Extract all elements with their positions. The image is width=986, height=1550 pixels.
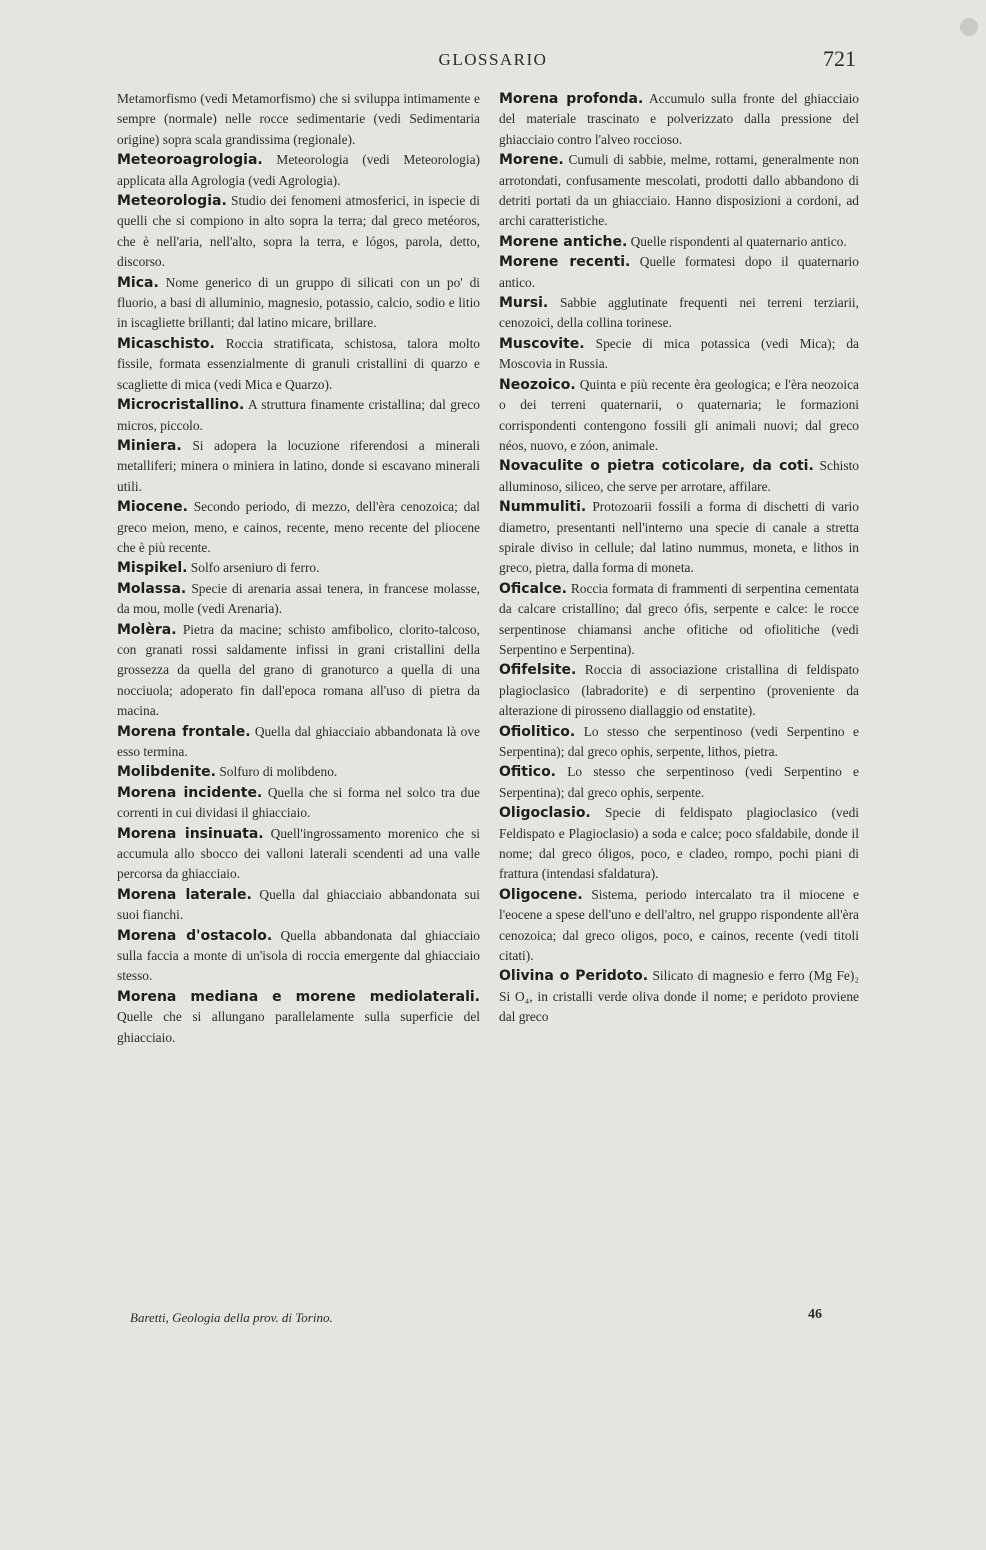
page-smudge [960, 18, 978, 36]
glossary-definition: Roccia stratificata, schistosa, talora molto fissile, formata essenzialmente di granuli cristallini di quarzo e scagliette di mica (vedi Mica e Quarzo). [117, 335, 480, 392]
glossary-entry [117, 783, 480, 824]
glossary-entry [117, 497, 480, 558]
glossary-term: Morene recenti. [499, 254, 631, 271]
glossary-term: Microcristallino. [117, 397, 245, 414]
glossary-entry [117, 558, 480, 578]
glossary-definition: Solfuro di molibdeno. [219, 764, 338, 780]
glossary-entry [117, 926, 480, 987]
glossary-entry [499, 232, 859, 252]
running-header: GLOSSARIO [438, 50, 548, 69]
page-number: 721 [823, 46, 856, 71]
glossary-term: Morena frontale. [117, 723, 251, 740]
glossary-entry [117, 89, 480, 150]
glossary-term: Oligocene. [499, 886, 583, 903]
glossary-term: Oficalce. [499, 580, 567, 597]
glossary-term: Olivina o Peridoto. [499, 968, 649, 985]
glossary-definition: Quella che si forma nel solco tra due correnti in cui dividasi il ghiacciaio. [117, 784, 480, 821]
glossary-definition: Meteorologia (vedi Meteorologia) applicata alla Agrologia (vedi Agrologia). [117, 152, 480, 188]
glossary-entry [117, 579, 480, 620]
glossary-definition: Silicato di magnesio e ferro (Mg Fe)₂ Si O₄, in cristalli verde oliva donde il nome; e peridoto proviene dal greco [499, 968, 859, 1025]
glossary-term: Miocene. [117, 499, 188, 516]
glossary-term: Morena laterale. [117, 886, 252, 903]
glossary-definition: Solfo arseniuro di ferro. [190, 560, 320, 576]
glossary-definition: Pietra da macine; schisto amfibolico, clorito-talcoso, con granati rossi saldamente infissi in grani cristallini della grossezza da quella del grano di granoturco a quella di una nocciuola; adoperato fin dall'epoca romana all'uso di pietra da macina. [117, 621, 480, 719]
glossary-entry [499, 252, 859, 293]
glossary-definition: Quella dal ghiacciaio abbandonata là ove esso termina. [117, 723, 480, 759]
glossary-entry [117, 885, 480, 926]
glossary-term: Meteoroagrologia. [117, 152, 263, 169]
signature-mark: 46 [808, 1307, 822, 1322]
glossary-definition: Quelle che si allungano parallelamente sulla superficie del ghiacciaio. [117, 1009, 480, 1045]
glossary-term: Nummuliti. [499, 499, 587, 516]
glossary-entry [499, 456, 859, 497]
glossary-entry [499, 293, 859, 334]
glossary-entry [117, 150, 480, 191]
glossary-definition: Quella dal ghiacciaio abbandonata sui suoi fianchi. [117, 886, 480, 923]
glossary-definition: Roccia formata di frammenti di serpentina cementata da calcare cristallino; dal greco ófis, serpente e calce: le rocce serpentinose chiamansi anche ofitiche od ofiolitiche (vedi Serpentino e Serpentina). [499, 580, 859, 657]
glossary-term: Micaschisto. [117, 335, 215, 352]
glossary-definition: Metamorfismo (vedi Metamorfismo) che si sviluppa intimamente e sempre (normale) nelle rocce sedimentarie (vedi Sedimentaria origine) sopra scala grandissima (regionale). [117, 91, 480, 147]
glossary-term: Oligoclasio. [499, 805, 591, 822]
glossary-term: Mica. [117, 274, 159, 291]
glossary-definition: Sabbie agglutinate frequenti nei terreni terziarii, cenozoici, della collina torinese. [499, 295, 859, 331]
glossary-term: Ofifelsite. [499, 662, 577, 679]
left-column [117, 89, 480, 1048]
glossary-term: Morena profonda. [499, 91, 644, 107]
glossary-entry [499, 803, 859, 885]
glossary-entry [499, 885, 859, 967]
glossary-definition: Schisto alluminoso, siliceo, che serve per arrotare, affilare. [499, 458, 859, 494]
glossary-entry [117, 762, 480, 782]
glossary-term: Ofitico. [499, 764, 557, 781]
glossary-entry [117, 987, 480, 1048]
glossary-definition: Secondo periodo, di mezzo, dell'èra cenozoica; dal greco meion, meno, e cainos, recente, meno recente del pliocene che è più recente. [117, 499, 480, 555]
glossary-entry [499, 375, 859, 457]
glossary-entry [499, 660, 859, 721]
glossary-term: Molèra. [117, 621, 177, 638]
footer-citation: Baretti, Geologia della prov. di Torino. [130, 1310, 333, 1325]
glossary-definition: Protozoarii fossili a forma di dischetti di vario diametro, presentanti nell'interno una specie di canale a stretta spirale diviso in cellule; dal latino nummus, moneta, e lithos in greco, pietra, dalla forma di moneta. [499, 499, 859, 576]
glossary-definition: Sistema, periodo intercalato tra il miocene e l'eocene a spese dell'uno e dell'altro, nel gruppo rispondente all'èra cenozoica; dal greco oligos, poco, e cainos, recente (vedi titoli citati). [499, 886, 859, 964]
glossary-definition: Quelle rispondenti al quaternario antico. [630, 233, 847, 249]
right-column [499, 89, 859, 1028]
glossary-term: Meteorologia. [117, 193, 227, 210]
glossary-term: Molassa. [117, 580, 187, 597]
glossary-term: Muscovite. [499, 335, 585, 352]
glossary-definition: Accumulo sulla fronte del ghiacciaio del materiale trascinato e polverizzato dalla pressione del ghiacciaio contro l'alveo roccioso. [499, 91, 859, 147]
glossary-term: Morena insinuata. [117, 825, 264, 842]
glossary-entry [499, 722, 859, 763]
glossary-entry [117, 722, 480, 763]
glossary-entry [117, 436, 480, 497]
glossary-term: Morena mediana e morene mediolaterali. [117, 988, 480, 1005]
glossary-entry [499, 497, 859, 579]
glossary-term: Mursi. [499, 295, 549, 312]
glossary-definition: Quinta e più recente èra geologica; e l'èra neozoica o dei terreni quaternarii, o quaternaria; le formazioni corrispondenti contengono fossili gli animali nuovi; dal greco néos, nuovo, e zóon, animale. [499, 376, 859, 453]
glossary-entry [499, 966, 859, 1027]
glossary-definition: Quella abbandonata dal ghiacciaio sulla faccia a monte di un'isola di roccia emergente dal ghiacciaio stesso. [117, 927, 480, 984]
glossary-term: Novaculite o pietra coticolare, da coti. [499, 458, 814, 475]
glossary-definition: Lo stesso che serpentinoso (vedi Serpentino e Serpentina); dal greco ophis, serpente, lithos, pietra. [499, 723, 859, 759]
glossary-entry [117, 334, 480, 395]
glossary-term: Morene antiche. [499, 233, 628, 250]
glossary-entry [117, 824, 480, 885]
glossary-entry [499, 89, 859, 150]
glossary-definition: Studio dei fenomeni atmosferici, in ispecie di quelli che si compiono in alto sopra la terra; dal greco metéoros, che è nell'aria, nell'alto, sopra la terra, e lógos, parola, detto, discorso. [117, 193, 480, 270]
glossary-term: Morena d'ostacolo. [117, 927, 273, 944]
glossary-definition: Quell'ingrossamento morenico che si accumula allo sbocco dei valloni laterali scendenti ad una valle percorsa da ghiacciaio. [117, 825, 481, 882]
glossary-definition: Specie di arenaria assai tenera, in francese molasse, da mou, molle (vedi Arenaria). [117, 580, 480, 617]
glossary-entry [499, 579, 859, 661]
glossary-definition: Nome generico di un gruppo di silicati con un po' di fluorio, a basi di alluminio, magnesio, potassio, calcio, sodio e litio in iscagliette brillanti; dal latino micare, brillare. [117, 274, 480, 331]
glossary-definition: Specie di mica potassica (vedi Mica); da Moscovia in Russia. [499, 335, 859, 372]
glossary-entry [117, 273, 480, 334]
glossary-definition: Cumuli di sabbie, melme, rottami, generalmente non arrotondati, confusamente mescolati, prodotti dallo abbandono di detriti portati da un ghiacciaio. Hanno disposizioni a cordoni, ad archi caratteristiche. [499, 152, 859, 229]
glossary-entry [499, 334, 859, 375]
glossary-definition: Lo stesso che serpentinoso (vedi Serpentino e Serpentina); dal greco ophis, serpente. [499, 764, 859, 800]
glossary-definition: Si adopera la locuzione riferendosi a minerali metalliferi; minera o miniera in latino, donde si escavano minerali utili. [117, 437, 480, 494]
glossary-term: Molibdenite. [117, 764, 216, 781]
glossary-entry [117, 191, 480, 273]
glossary-definition: A struttura finamente cristallina; dal greco micros, piccolo. [117, 397, 480, 433]
glossary-definition: Specie di feldispato plagioclasico (vedi Feldispato e Plagioclasio) a soda e calce; poco sfaldabile, donde il nome; dal greco óligos, poco, e cladeo, rompo, pochi piani di frattura (intendasi sfaldatura). [499, 805, 859, 882]
glossary-term: Ofiolitico. [499, 723, 576, 740]
glossary-term: Neozoico. [499, 376, 576, 393]
glossary-term: Morene. [499, 152, 564, 169]
glossary-entry [499, 150, 859, 232]
glossary-term: Morena incidente. [117, 784, 263, 801]
glossary-definition: Roccia di associazione cristallina di feldispato plagioclasico (labradorite) e di serpentino (proveniente da alterazione di pirosseno diallaggio od enstatite). [499, 662, 859, 719]
glossary-entry [499, 762, 859, 803]
glossary-term: Mispikel. [117, 560, 188, 577]
glossary-definition: Quelle formatesi dopo il quaternario antico. [499, 254, 859, 290]
glossary-entry [117, 395, 480, 436]
glossary-term: Miniera. [117, 437, 182, 454]
glossary-entry [117, 620, 480, 722]
